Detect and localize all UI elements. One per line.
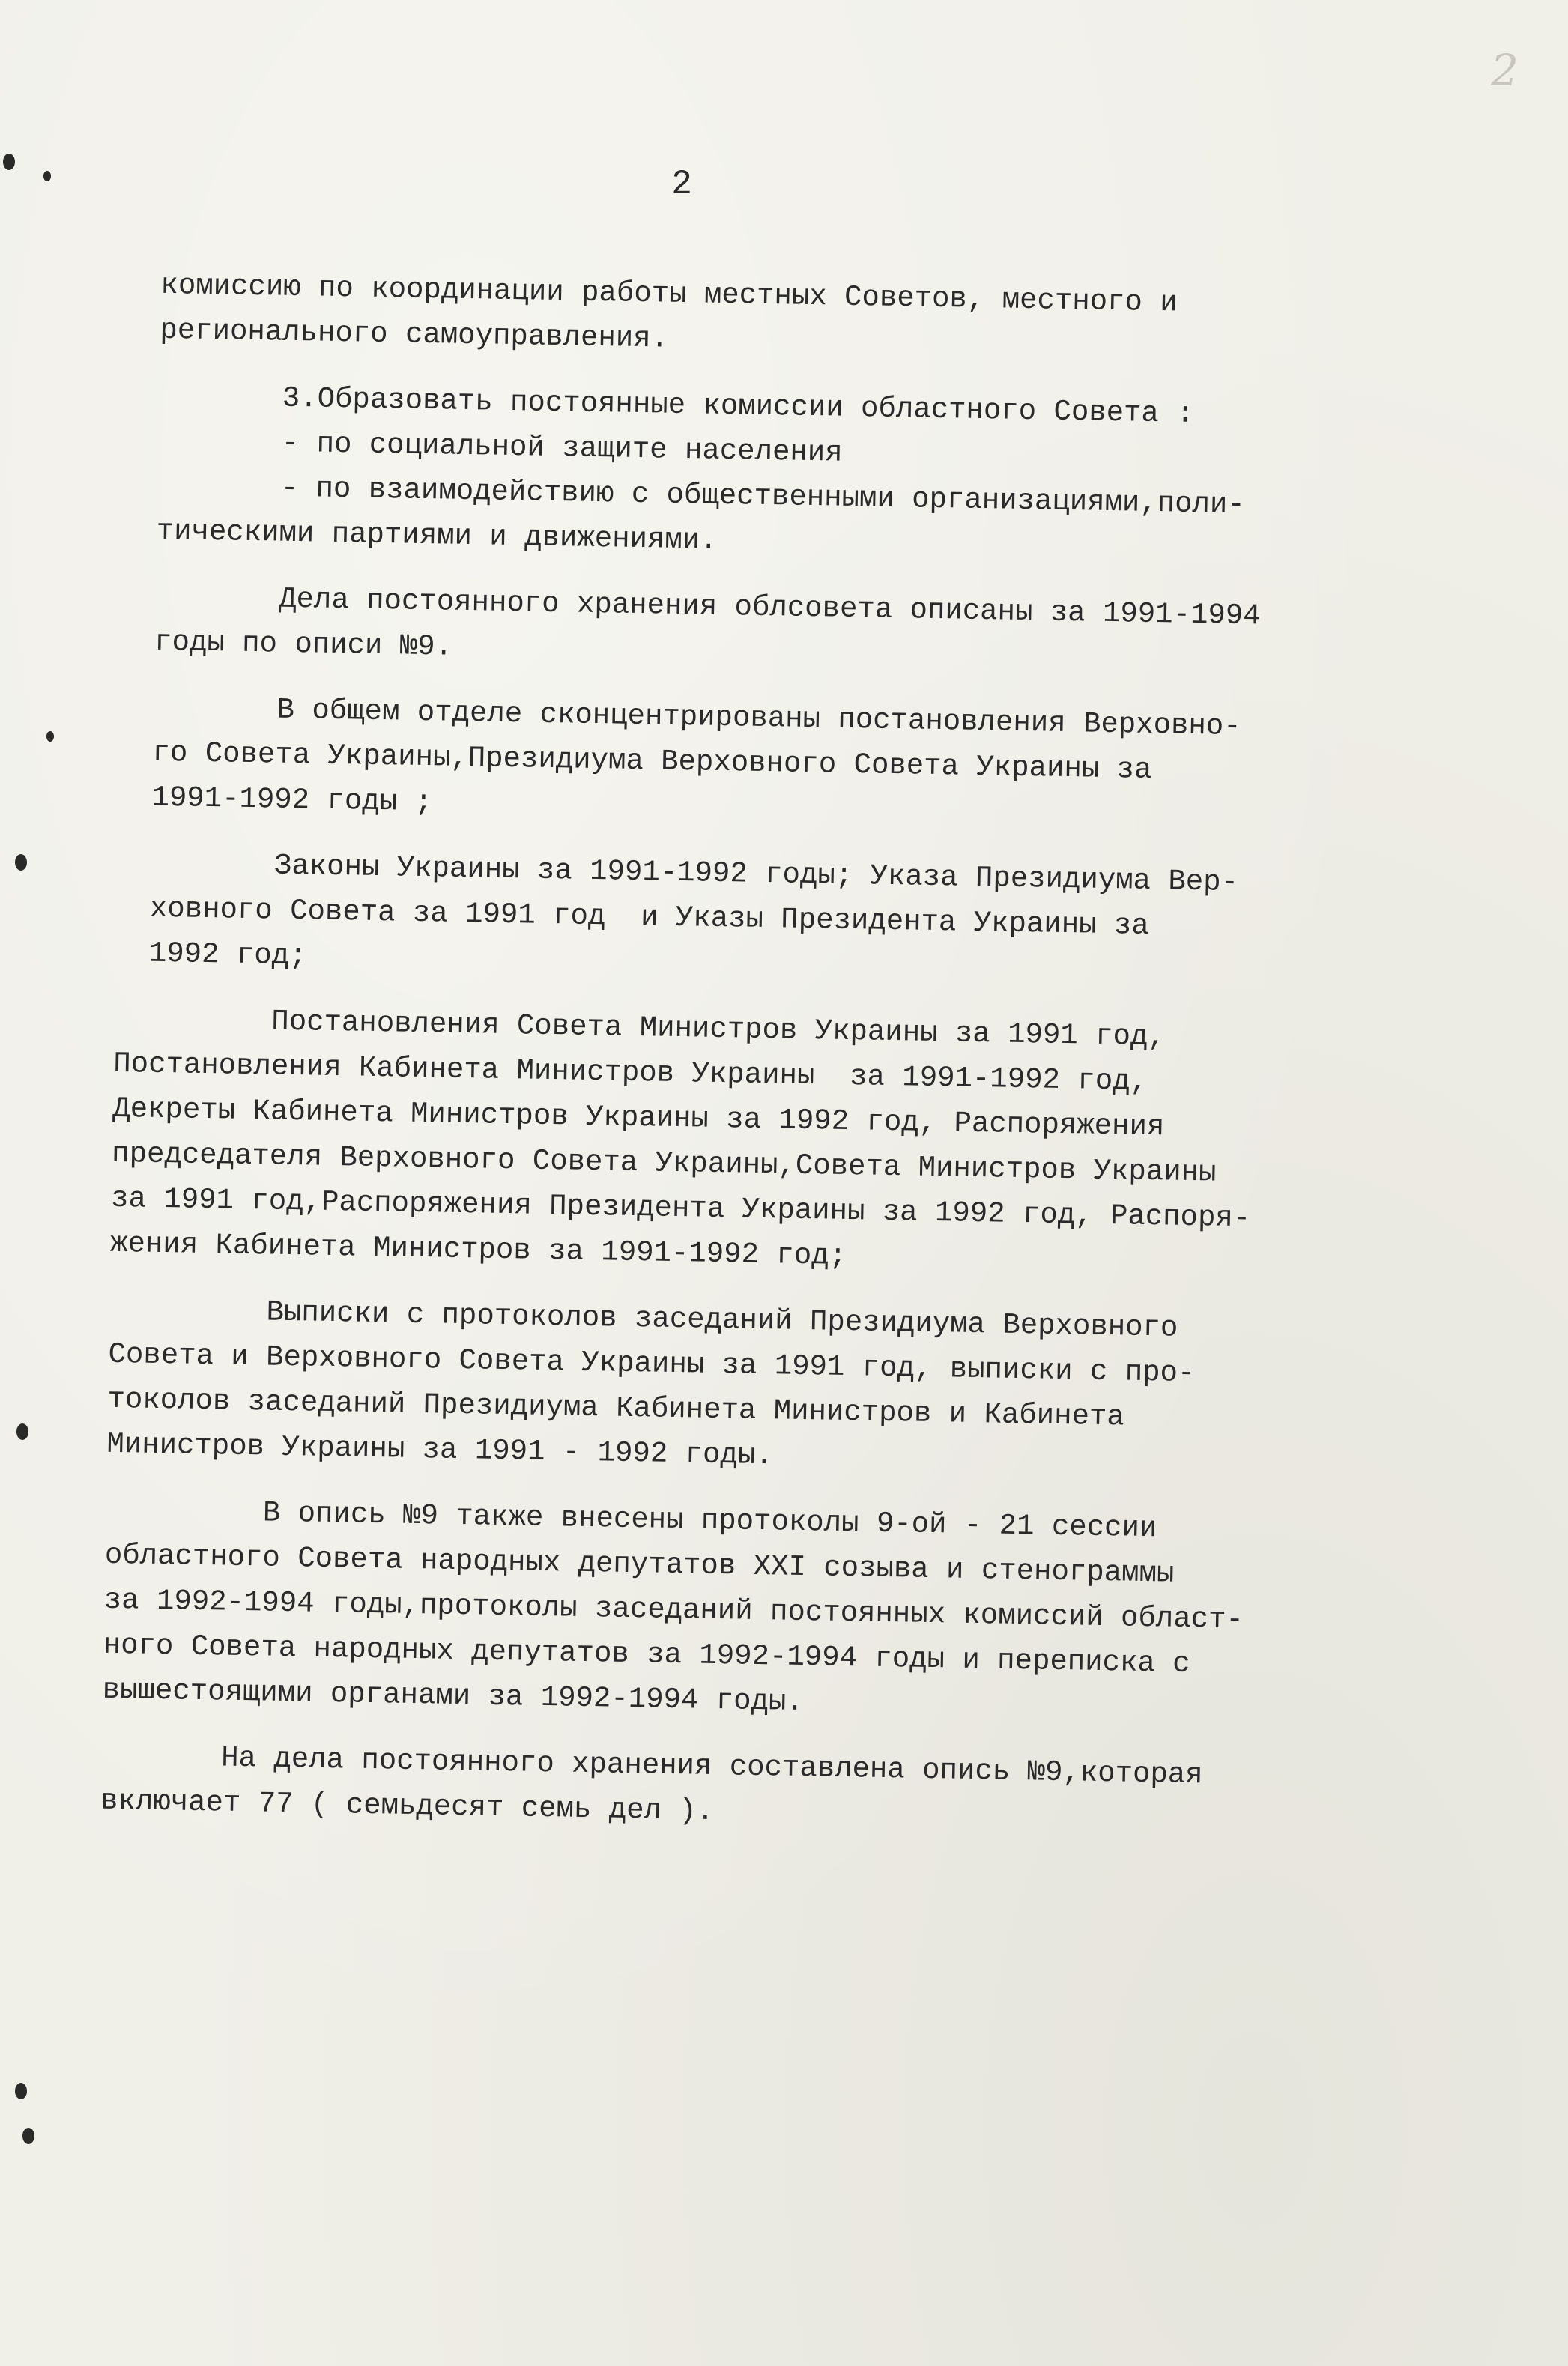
text-line: Дела постоянного хранения облсовета описаны за 1991-1994 [278, 582, 1261, 633]
text-line: областного Совета народных депутатов XXI созыва и стенограммы [104, 1538, 1175, 1591]
text-line: ного Совета народных депутатов за 1992-1994 годы и переписка с [103, 1628, 1190, 1681]
binding-hole [3, 154, 15, 170]
text-line: токолов заседаний Президиума Кабинета Министров и Кабинета [107, 1382, 1125, 1434]
page-number: 2 [671, 165, 692, 204]
text-line: за 1991 год,Распоряжения Президента Украины за 1992 год, Распоря- [110, 1182, 1251, 1235]
list-item: - по социальной защите населения [281, 426, 844, 470]
text-line: за 1992-1994 годы,протоколы заседаний постоянных комиссий област- [103, 1583, 1244, 1637]
handwritten-page-mark: 2 [1491, 45, 1519, 96]
text-line: жения Кабинета Министров за 1991-1992 год; [109, 1226, 847, 1273]
binding-hole [46, 731, 54, 742]
text-line: Выписки с протоколов заседаний Президиума Верховного [266, 1295, 1178, 1345]
text-line: 3.Образовать постоянные комиссии областного Совета : [282, 381, 1195, 431]
text-line: вышестоящими органами за 1992-1994 годы. [102, 1673, 805, 1719]
text-line: комиссию по координации работы местных Советов, местного и [160, 268, 1178, 320]
text-line: Министров Украины за 1991 - 1992 годы. [106, 1427, 774, 1473]
text-line: регионального самоуправления. [160, 313, 669, 356]
binding-hole [43, 171, 51, 181]
text-line: го Совета Украины,Президиума Верховного Совета Украины за [152, 736, 1152, 787]
text-line: Декреты Кабинета Министров Украины за 1992 год, Распоряжения [112, 1092, 1165, 1144]
text-line: ховного Совета за 1991 год и Указы Президента Украины за [149, 892, 1150, 943]
text-line: Постановления Совета Министров Украины за 1991 год, [270, 1005, 1166, 1054]
binding-hole [15, 854, 27, 871]
binding-hole [22, 2128, 34, 2144]
text-line: В общем отделе сконцентрированы постановления Верховно- [276, 693, 1242, 744]
text-line: Совета и Верховного Совета Украины за 1991 год, выписки с про- [108, 1337, 1196, 1391]
text-line: Постановления Кабинета Министров Украины за 1991-1992 год, [112, 1047, 1148, 1098]
text-line: включает 77 ( семьдесят семь дел ). [100, 1784, 715, 1828]
text-line: 1992 год; [148, 937, 307, 973]
text-line: В опись №9 также внесены протоколы 9-ой - 21 сессии [262, 1496, 1157, 1546]
binding-hole [15, 2083, 27, 2099]
text-line: Законы Украины за 1991-1992 годы; Указа Президиума Вер- [273, 849, 1239, 900]
document-body [100, 262, 1468, 1847]
text-line: тическими партиями и движениями. [156, 514, 718, 557]
list-item: - по взаимодействию с общественными организациями,поли- [280, 471, 1246, 522]
text-line: На дела постоянного хранения составлена опись №9,которая [220, 1741, 1203, 1792]
binding-hole [16, 1423, 28, 1440]
text-line: председателя Верховного Совета Украины,Совета Министров Украины [111, 1137, 1217, 1190]
text-line: годы по описи №9. [154, 625, 453, 664]
text-line: 1991-1992 годы ; [151, 781, 433, 820]
